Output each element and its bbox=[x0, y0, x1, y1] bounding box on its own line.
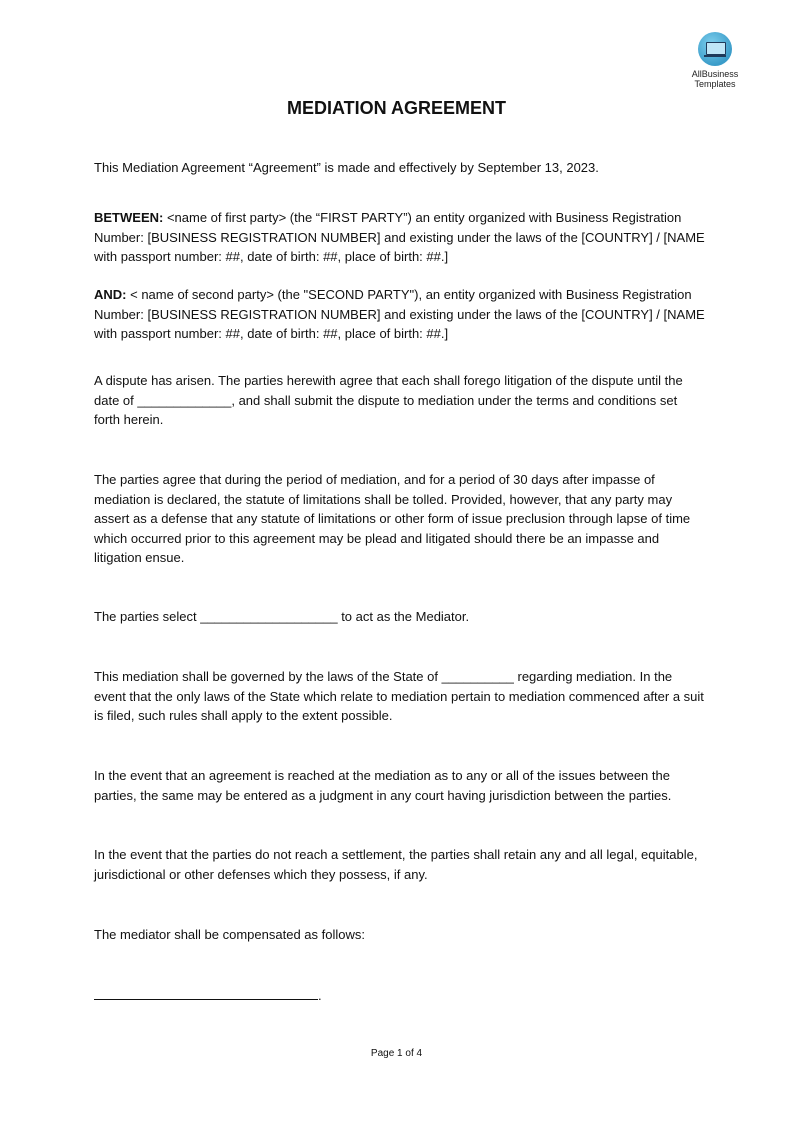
logo-text bbox=[680, 69, 750, 89]
tolled-paragraph: The parties agree that during the period of mediation, and for a period of 30 days after impasse of mediation is declared, the statute of limitations shall be tolled. Provided, however, that any party may assert as a defense that any statute of limitations or other form of issue preclusion through lapse of time which occurred prior to this agreement may be plead and litigated should there be an impasse and litigation ensue. bbox=[94, 472, 691, 565]
judgment-paragraph: In the event that an agreement is reached at the mediation as to any or all of the issues between the parties, the same may be entered as a judgment in any court having jurisdiction between the parties. bbox=[94, 768, 672, 803]
compensated-paragraph: The mediator shall be compensated as follows: bbox=[94, 927, 365, 942]
blank-line bbox=[94, 985, 318, 1000]
laptop-icon bbox=[698, 32, 732, 66]
logo-line2: Templates bbox=[694, 79, 736, 89]
between-label: BETWEEN: bbox=[94, 210, 164, 225]
compensation-blank-line bbox=[94, 985, 322, 1003]
governed-paragraph: This mediation shall be governed by the laws of the State of __________ regarding mediation. In the event that the only laws of the State which relate to mediation pertain to mediation commenced after a suit is filed, such rules shall apply to the extent possible. bbox=[94, 669, 704, 723]
between-text: <name of first party> (the “FIRST PARTY”) an entity organized with Business Registration Number: [BUSINESS REGISTRATION NUMBER] and existing under the laws of the [COUNTRY] / [NAME with passport number: ##, date of birth: ##, place of birth: ##.] bbox=[94, 210, 705, 264]
and-paragraph bbox=[94, 285, 706, 344]
dispute-paragraph: A dispute has arisen. The parties herewith agree that each shall forego litigation of the dispute until the date of _____________, and shall submit the dispute to mediation under the terms and conditions set forth herein. bbox=[94, 373, 683, 427]
document-title: MEDIATION AGREEMENT bbox=[287, 98, 506, 118]
intro-paragraph: This Mediation Agreement “Agreement” is made and effectively by September 13, 2023. bbox=[94, 160, 599, 175]
settlement-paragraph: In the event that the parties do not reach a settlement, the parties shall retain any and all legal, equitable, jurisdictional or other defenses which they possess, if any. bbox=[94, 847, 698, 882]
and-label: AND: bbox=[94, 287, 127, 302]
allbusiness-logo bbox=[680, 32, 750, 89]
page-number: Page 1 of 4 bbox=[370, 1048, 423, 1059]
mediator-paragraph: The parties select ___________________ to act as the Mediator. bbox=[94, 609, 470, 624]
logo-line1: AllBusiness bbox=[691, 69, 739, 79]
and-text: < name of second party> (the "SECOND PARTY"), an entity organized with Business Registration Number: [BUSINESS REGISTRATION NUMBER] and existing under the laws of the [COUNTRY] / [NAME with passport number: ##, date of birth: ##, place of birth: ##.] bbox=[94, 287, 705, 341]
between-paragraph bbox=[94, 208, 706, 267]
blank-line-suffix: . bbox=[318, 988, 322, 1003]
